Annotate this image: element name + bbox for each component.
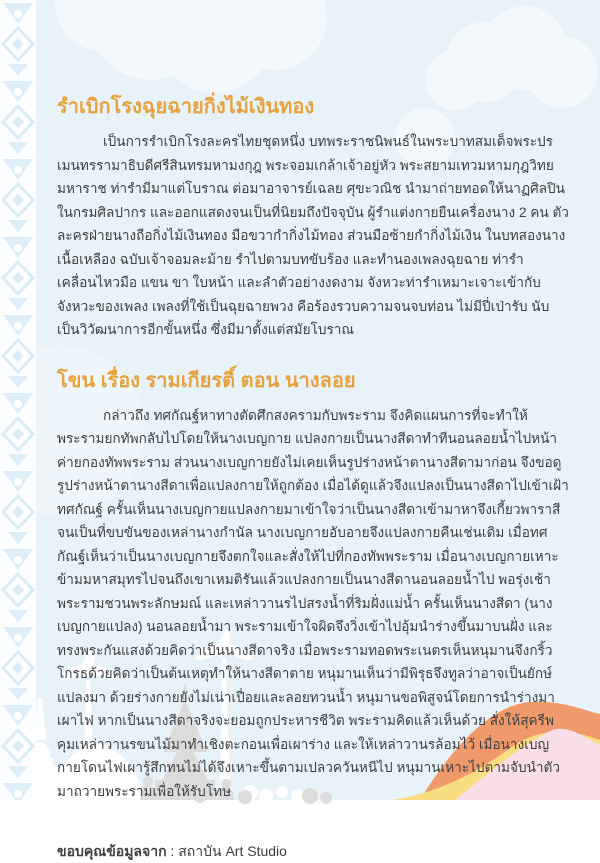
credit-line xyxy=(57,841,571,863)
credit-value: สถาบัน Art Studio xyxy=(178,843,287,859)
section-khon-nang-loi xyxy=(57,368,571,804)
article-content xyxy=(57,94,571,863)
section-title-khon-nang-loi: โขน เรื่อง รามเกียรติ์ ตอน นางลอย xyxy=(57,369,356,392)
credit-label: ขอบคุณข้อมูลจาก xyxy=(57,843,167,859)
section-body-chui-chai: เป็นการรำเบิกโรงละครไทยชุดหนึ่ง บทพระราชนิพนธ์ในพระบาทสมเด็จพระปรเมนทรรามาธิบดีศรีสินทรมหามงกุฎ พระจอมเกล้าเจ้าอยู่หัว พระสยามเทวมหามกุฎวิทยมหาราช ท่ารำมีมาแต่โบราณ ต่อมาอาจารย์เฉลย ศุขะวณิช นำมาถ่ายทอดให้นาฏศิลปินในกรมศิลปากร และออกแสดงจนเป็นที่นิยมถึงปัจจุบัน ผู้รำแต่งกายยืนเครื่องนาง 2 คน ตัวละครฝ่ายนางถือกิ่งไม้เงินทอง มือขวากำกิ่งไม้ทอง ส่วนมือซ้ายกำกิ่งไม้เงิน ในบทสองนางเนื้อเหลือง ฉบับเจ้าจอมละม้าย รำไปตามบทขับร้อง และทำนองเพลงฉุยฉาย ท่ารำเคลื่อนไหวมือ แขน ขา ใบหน้า และลำตัวอย่างงดงาม จังหวะท่ารำเหมาะเจาะเข้ากับจังหวะของเพลง เพลงที่ใช้เป็นฉุยฉายพวง คือร้องรวบความจนจบท่อน ไม่มีปี่เป่ารับ นับเป็นวิวัฒนาการอีกขั้นหนึ่ง ซึ่งมีมาตั้งแต่สมัยโบราณ xyxy=(57,134,569,337)
thai-pattern-border xyxy=(0,0,36,800)
section-body-khon-nang-loi: กล่าวถึง ทศกัณฐ์หาทางตัดศึกสงครามกับพระราม จึงคิดแผนการที่จะทำให้พระรามยกทัพกลับไปโดยให้นางเบญกาย แปลงกายเป็นนางสีดาทำทีนอนลอยน้ำไปหน้าค่ายกองทัพพระราม ส่วนนางเบญกายยังไม่เคยเห็นรูปร่างหน้าตานางสีดามาก่อน จึงขอดูรูปร่างหน้าตานางสีดาเพื่อแปลงกายให้ถูกต้อง เมื่อได้ดูแล้วจึงแปลงเป็นนางสีดาไปเข้าเฝ้าทศกัณฐ์ ครั้นเห็นนางเบญกายแปลงกายมาเข้าใจว่าเป็นนางสีดาเข้ามาหาจึงเกี้ยวพาราสีจนเป็นที่ขบขันของเหล่านางกำนัล นางเบญกายอับอายจึงแปลงกายคืนเช่นเดิม เมื่อทศกัณฐ์เห็นว่าเป็นนางเบญกายจึงตกใจและสั่งให้ไปที่กองทัพพระราม เมื่อนางเบญกายเหาะข้ามมหาสมุทรไปจนถึงเขาเหมติรันแล้วแปลงกายเป็นนางสีดานอนลอยน้ำไป พอรุ่งเช้าพระรามชวนพระลักษมณ์ และเหล่าวานรไปสรงน้ำที่ริมฝั่งแม่น้ำ ครั้นเห็นนางสีดา (นางเบญกายแปลง) นอนลอยน้ำมา พระรามเข้าใจผิดจึงวิ่งเข้าไปอุ้มนำร่างขึ้นมาบนฝั่ง และทรงพระกันแสงด้วยคิดว่าเป็นนางสีดาจริง เมื่อพระรามทอดพระเนตรเห็นหนุมานจึงกริ้วโกรธด้วยคิดว่าเป็นต้นเหตุทำให้นางสีดาตาย หนุมานเห็นว่ามีพิรุธจึงทูลว่าอาจเป็นยักษ์แปลงมา ด้วยร่างกายยังไม่เน่าเปื่อยและลอยทวนน้ำ หนุมานขอพิสูจน์โดยการนำร่างมาเผาไฟ หากเป็นนางสีดาจริงจะยอมถูกประหารชีวิต พระรามคิดแล้วเห็นด้วย สั่งให้สุครีพคุมเหล่าวานรขนไม้มาทำเชิงตะกอนเพื่อเผาร่าง และให้เหล่าวานรล้อมไว้ เมื่อนางเบญกายโดนไฟเผารู้สึกทนไม่ได้จึงเหาะขึ้นตามเปลวควันหนีไป หนุมานเหาะไปตามจับนำตัวมาถวายพระรามเพื่อให้รับโทษ xyxy=(57,407,569,799)
thai-pattern-icon xyxy=(0,0,36,800)
section-title-chui-chai: รำเบิกโรงฉุยฉายกิ่งไม้เงินทอง xyxy=(57,96,315,118)
section-chui-chai xyxy=(57,94,571,342)
credit-separator: : xyxy=(166,843,179,859)
